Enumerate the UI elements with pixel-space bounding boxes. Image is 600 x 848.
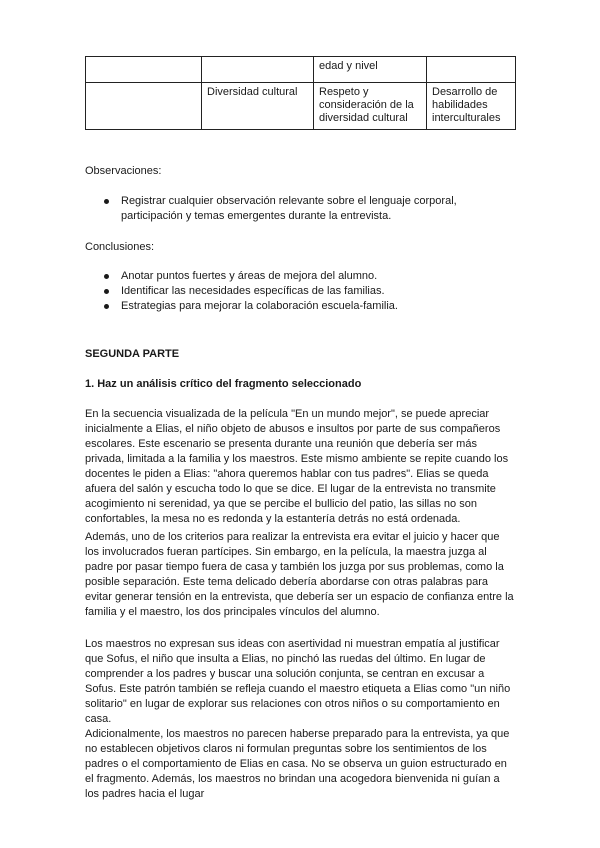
paragraph: Los maestros no expresan sus ideas con asertividad ni muestran empatía al justificar que Sofus, el niño que insulta a Elias, no pinchó las ruedas del último. En lugar de comprender a los padres y buscar una solución conjunta, se centran en excusar a Sofus. Este patrón también se refleja cuando el maestro etiqueta a Elias como "un niño solitario" en lugar de explorar sus relaciones con otros niños o su comportamiento en casa.	[85, 638, 511, 725]
assessment-table	[85, 56, 516, 130]
bullet-icon	[104, 199, 109, 204]
bullet-icon	[104, 274, 109, 279]
section-heading: SEGUNDA PARTE	[85, 348, 180, 360]
table-cell	[202, 57, 314, 83]
table-cell	[86, 57, 202, 83]
table-cell: edad y nivel	[314, 57, 427, 83]
table-row	[86, 57, 516, 83]
conclusiones-list	[85, 269, 515, 314]
list-item: Estrategias para mejorar la colaboración escuela-familia.	[85, 299, 515, 314]
paragraph: Adicionalmente, los maestros no parecen haberse preparado para la entrevista, ya que no establecen objetivos claros ni formulan preguntas sobre los sentimientos de los padres o el comportamiento de Elias en casa. No se observa un guion estructurado en el fragmento. Además, los maestros no brindan una acogedora bienvenida ni guían a los padres hacia el lugar	[85, 728, 510, 800]
bullet-icon	[104, 289, 109, 294]
section-subheading: 1. Haz un análisis crítico del fragmento seleccionado	[85, 378, 362, 390]
paragraph: Además, uno de los criterios para realizar la entrevista era evitar el juicio y hacer que los involucrados fueran partícipes. Sin embargo, en la película, la maestra juzga al padre por pasar tiempo fuera de casa y también los juzga por sus problemas, como la posible separación. Este tema delicado debería abordarse con otras palabras para evitar generar tensión en la entrevista, que debería ser un espacio de confianza entre la familia y el maestro, los dos principales vínculos del alumno.	[85, 531, 514, 618]
list-item: Anotar puntos fuertes y áreas de mejora del alumno.	[85, 269, 515, 284]
table-row	[86, 83, 516, 130]
conclusiones-title: Conclusiones:	[85, 241, 155, 253]
list-item: Identificar las necesidades específicas de las familias.	[85, 284, 515, 299]
table-cell: Desarrollo de habilidades interculturales	[427, 83, 516, 130]
bullet-icon	[104, 304, 109, 309]
table-cell: Respeto y consideración de la diversidad cultural	[314, 83, 427, 130]
list-item: Registrar cualquier observación relevante sobre el lenguaje corporal, participación y temas emergentes durante la entrevista.	[85, 194, 515, 224]
paragraph: En la secuencia visualizada de la película "En un mundo mejor", se puede apreciar inicialmente a Elias, el niño objeto de abusos e insultos por parte de sus compañeros escolares. Este escenario se presenta durante una reunión que debería ser más privada, limitada a la familia y los maestros. Este mismo ambiente se repite cuando los docentes le piden a Elias: "ahora queremos hablar con tus padres". Elias se queda afuera del salón y escucha todo lo que se dice. El lugar de la entrevista no transmite acogimiento ni serenidad, ya que se percibe el bullicio del patio, las sillas no son confortables, la mesa no es redonda y la estantería detrás no está ordenada.	[85, 408, 509, 525]
table-cell: Diversidad cultural	[202, 83, 314, 130]
observaciones-title: Observaciones:	[85, 165, 162, 177]
table-cell	[427, 57, 516, 83]
observaciones-list	[85, 194, 515, 224]
table-cell	[86, 83, 202, 130]
